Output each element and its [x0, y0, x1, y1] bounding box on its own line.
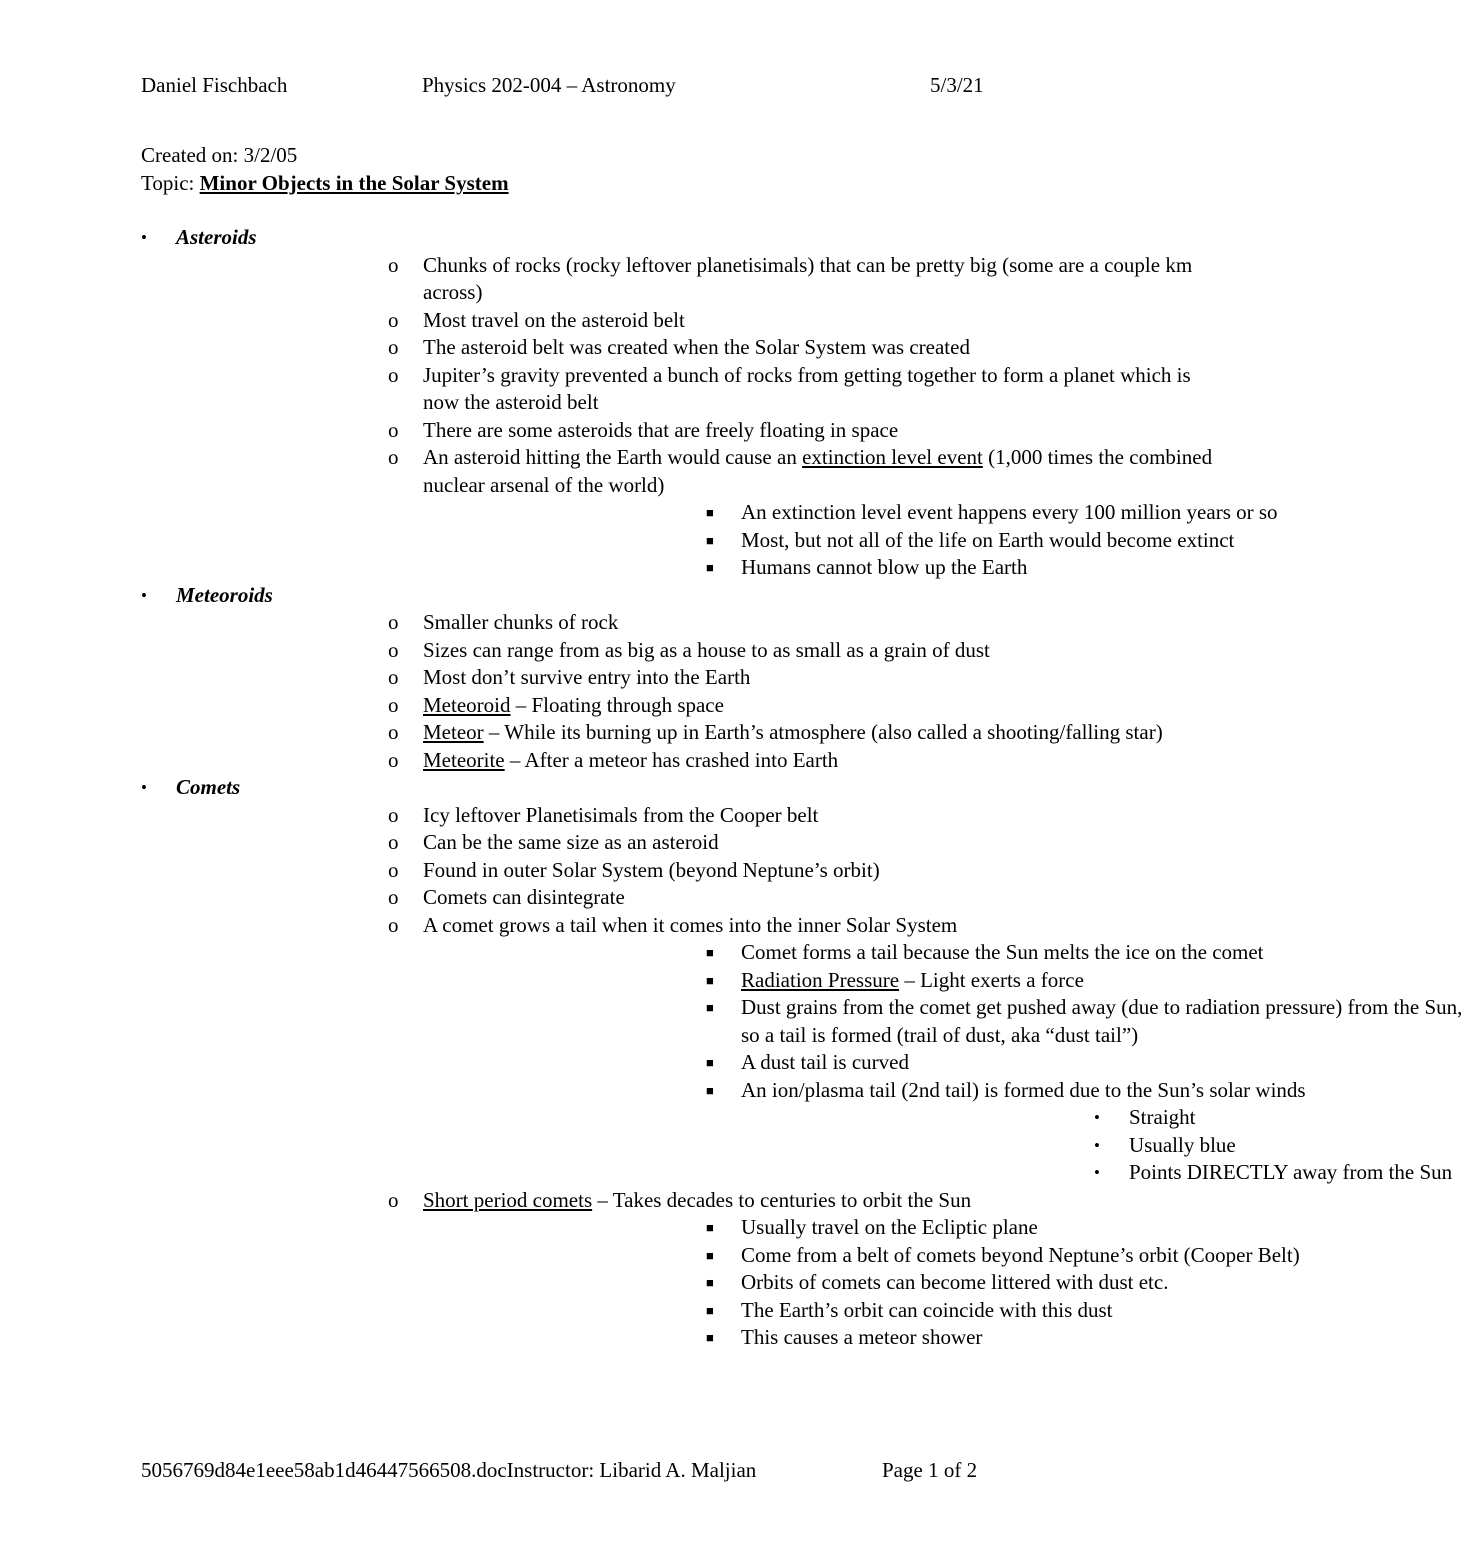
term-definition: – While its burning up in Earth’s atmosphere (also called a shooting/falling star) — [483, 720, 1163, 744]
list-item — [741, 1159, 1471, 1187]
item-text: Found in outer Solar System (beyond Neptune’s orbit) — [423, 857, 880, 882]
section-asteroids — [0, 224, 1278, 582]
bullet-marker: • — [141, 585, 147, 605]
list-item — [176, 334, 1223, 362]
term-extinction-level-event: extinction level event — [802, 445, 983, 469]
item-text: Comets can disintegrate — [423, 885, 625, 909]
bullet-marker: ■ — [706, 1000, 714, 1015]
bullet-marker: ■ — [706, 1055, 714, 1070]
bullet-marker: o — [388, 637, 399, 662]
item-text: Straight — [1129, 1105, 1196, 1129]
bullet-marker: o — [388, 885, 399, 909]
footer-page-number: Page 1 of 2 — [882, 1458, 978, 1482]
item-text: Dust grains from the comet get pushed away (due to radiation pressure) from the Sun, so a tail is formed (trail of dust, aka “dust tail”) — [741, 995, 1463, 1047]
bullet-marker: ■ — [706, 1275, 714, 1290]
item-text: Points DIRECTLY away from the Sun — [1129, 1160, 1453, 1184]
item-text: Chunks of rocks (rocky leftover planetisimals) that can be pretty big (some are a couple km across) — [423, 252, 1193, 304]
bullet-marker: • — [141, 228, 147, 247]
list-item — [423, 1269, 1471, 1297]
bullet-marker: o — [388, 830, 399, 854]
topic-label: Topic: — [141, 171, 200, 195]
list-item — [423, 994, 1471, 1049]
bullet-marker: o — [388, 417, 399, 442]
item-text: A comet grows a tail when it comes into the inner Solar System — [423, 912, 958, 937]
list-item — [176, 637, 1223, 665]
item-text: Can be the same size as an asteroid — [423, 830, 719, 854]
list-item — [176, 802, 1223, 830]
term-radiation-pressure: Radiation Pressure — [741, 967, 900, 992]
list-item — [423, 1242, 1471, 1270]
item-text: Smaller chunks of rock — [423, 610, 619, 634]
bullet-marker: o — [388, 802, 399, 827]
bullet-marker: ■ — [706, 945, 714, 960]
section-heading: Asteroids — [176, 225, 257, 249]
header-course: Physics 202-004 – Astronomy — [422, 73, 676, 97]
bullet-marker: o — [388, 335, 399, 359]
term-definition: – After a meteor has crashed into Earth — [504, 747, 839, 772]
section-heading: Meteoroids — [176, 582, 273, 607]
item-text: Sizes can range from as big as a house to as small as a grain of dust — [423, 637, 990, 662]
item-text: Most, but not all of the life on Earth would become extinct — [741, 527, 1235, 552]
bullet-marker: • — [1094, 1163, 1100, 1182]
bullet-marker: o — [388, 252, 399, 277]
item-text-prefix: An asteroid hitting the Earth would cause an — [423, 445, 803, 469]
item-text: Comet forms a tail because the Sun melts the ice on the comet — [741, 940, 1264, 964]
bullet-marker: ■ — [706, 1220, 714, 1235]
bullet-marker: ■ — [706, 560, 714, 575]
topic-title: Minor Objects in the Solar System — [199, 171, 509, 195]
list-item — [423, 527, 1471, 555]
item-text: Most don’t survive entry into the Earth — [423, 665, 751, 689]
bullet-marker: o — [388, 665, 399, 689]
list-item — [176, 609, 1223, 637]
list-item — [176, 829, 1223, 857]
bullet-marker: o — [388, 362, 399, 387]
list-item — [176, 444, 1278, 582]
notes-outline — [0, 224, 1463, 1352]
list-item — [423, 1049, 1471, 1077]
item-text: Usually travel on the Ecliptic plane — [741, 1215, 1038, 1239]
list-item — [176, 719, 1223, 747]
bullet-marker: o — [388, 912, 399, 937]
bullet-marker: o — [388, 692, 399, 717]
bullet-marker: o — [388, 445, 399, 469]
footer-filename-instructor: 5056769d84e1eee58ab1d46447566508.docInstructor: Libarid A. Maljian — [141, 1458, 757, 1482]
list-item — [741, 1104, 1471, 1132]
item-text: Humans cannot blow up the Earth — [741, 555, 1028, 579]
header-date: 5/3/21 — [930, 73, 984, 97]
bullet-marker: o — [388, 1187, 399, 1212]
term-definition: – Takes decades to centuries to orbit the Sun — [592, 1187, 972, 1212]
list-item — [423, 1077, 1471, 1187]
term-meteorite: Meteorite — [423, 747, 505, 772]
list-item — [423, 499, 1471, 527]
item-text: Come from a belt of comets beyond Neptune’s orbit (Cooper Belt) — [741, 1242, 1300, 1267]
list-item — [423, 1297, 1471, 1325]
list-item — [176, 664, 1223, 692]
bullet-marker: ■ — [706, 1247, 714, 1263]
list-item — [423, 1324, 1471, 1352]
bullet-marker: o — [388, 610, 399, 634]
list-item — [176, 417, 1223, 445]
item-text: The asteroid belt was created when the Solar System was created — [423, 335, 970, 359]
item-text: Most travel on the asteroid belt — [423, 307, 685, 332]
list-item — [176, 857, 1223, 885]
item-text: Usually blue — [1129, 1132, 1236, 1157]
list-item — [176, 692, 1223, 720]
list-item — [176, 912, 1463, 1187]
bullet-marker: • — [1094, 1108, 1100, 1127]
bullet-marker: ■ — [706, 1330, 714, 1345]
section-heading: Comets — [176, 775, 241, 799]
list-item — [176, 362, 1223, 417]
list-item — [176, 884, 1223, 912]
bullet-marker: ■ — [706, 532, 714, 548]
list-item — [423, 967, 1471, 995]
list-item — [176, 252, 1223, 307]
item-text: There are some asteroids that are freely floating in space — [423, 417, 899, 442]
item-text: An ion/plasma tail (2nd tail) is formed due to the Sun’s solar winds — [741, 1077, 1306, 1102]
item-text-suffix: (1,000 times the combined nuclear arsenal of the world) — [423, 445, 1213, 497]
bullet-marker: • — [141, 778, 147, 797]
term-short-period-comets: Short period comets — [423, 1187, 593, 1212]
topic-line — [141, 170, 509, 198]
item-text: The Earth’s orbit can coincide with this dust — [741, 1297, 1113, 1322]
section-comets — [0, 774, 1463, 1352]
list-item — [176, 1187, 1300, 1352]
item-text: Icy leftover Planetisimals from the Cooper belt — [423, 802, 819, 827]
section-meteoroids — [0, 582, 1200, 775]
list-item — [423, 554, 1471, 582]
term-meteor: Meteor — [423, 720, 484, 744]
list-item — [741, 1132, 1471, 1160]
bullet-marker: ■ — [706, 1082, 714, 1098]
item-text: An extinction level event happens every 100 million years or so — [741, 500, 1278, 524]
list-item — [423, 1214, 1471, 1242]
bullet-marker: ■ — [706, 1302, 714, 1318]
term-definition: – Light exerts a force — [899, 967, 1084, 992]
item-text: Jupiter’s gravity prevented a bunch of rocks from getting together to form a planet which is now the asteroid belt — [423, 362, 1191, 414]
bullet-marker: o — [388, 307, 399, 332]
item-text: Orbits of comets can become littered with dust etc. — [741, 1270, 1169, 1294]
bullet-marker: ■ — [706, 972, 714, 988]
bullet-marker: ■ — [706, 505, 714, 520]
bullet-marker: o — [388, 720, 399, 744]
header-author: Daniel Fischbach — [141, 73, 288, 97]
term-definition: – Floating through space — [510, 692, 724, 717]
bullet-marker: o — [388, 747, 399, 772]
list-item — [176, 307, 1223, 335]
item-text: This causes a meteor shower — [741, 1325, 983, 1349]
list-item — [423, 939, 1471, 967]
bullet-marker: • — [1094, 1135, 1100, 1155]
bullet-marker: o — [388, 857, 399, 882]
item-text: A dust tail is curved — [741, 1050, 909, 1074]
created-on: Created on: 3/2/05 — [141, 143, 298, 167]
term-meteoroid: Meteoroid — [423, 692, 511, 717]
list-item — [176, 747, 1223, 775]
